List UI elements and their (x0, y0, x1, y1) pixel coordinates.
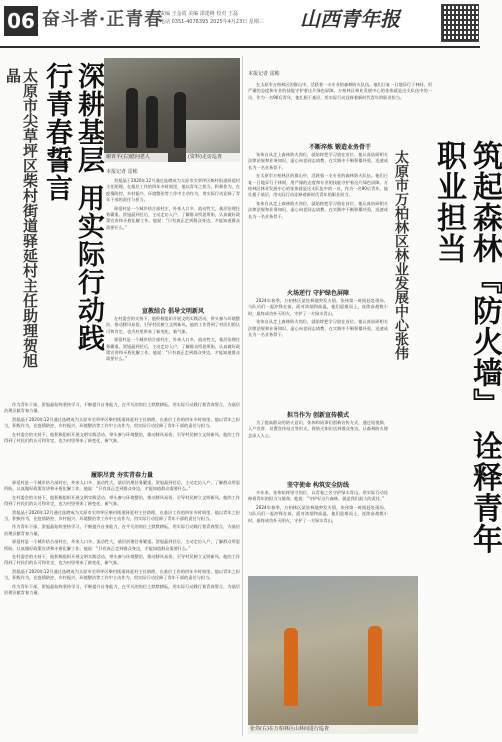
paragraph: 驿延村是一个城乡结合部村庄，外来人口多、流动性大，基层治理任务繁重。贺旭晶到任后，主动走访入户，了解群众所思所盼，认真做好政策宣讲和矛盾化解工作。他说：“只有真正走到群众身边，才能知道群众需要什么。” (106, 337, 241, 362)
right-subhead: 太原市万柏林区林业发展中心张伟 (393, 150, 409, 360)
newspaper-logo: 山西青年报 (300, 7, 400, 31)
left-headline: 深耕基层 用实际行动践行青春誓言 (41, 62, 104, 353)
paragraph: 作为青年干部，贺旭晶始终坚持学习，不断提升自身能力，在平凡的岗位上默默耕耘，用实际行动践行着青春誓言，为基层治理贡献青春力量。 (4, 402, 240, 414)
left-byline: 本报记者 雷彬 (106, 169, 138, 175)
right-body-a (248, 152, 388, 282)
paragraph: 作为青年干部，贺旭晶始终坚持学习，不断提升自身能力，在平凡的岗位上默默耕耘，用实际行动践行着青春誓言，为基层治理贡献青春力量。 (4, 583, 240, 596)
right-body-d (248, 490, 388, 572)
paragraph: 张伟自从走上森林防火岗位，就始终把学习放在首位。他认真钻研相关法律法规和业务知识，虚心向老同志请教，在实践中不断积累经验，迅速成长为一名业务骨干。 (248, 152, 388, 170)
left-body-c (4, 402, 240, 468)
right-subheading-3: 担当作为 创新宣传模式 (286, 412, 350, 419)
left-body-d (4, 480, 240, 736)
paragraph: 多年来，张伟始终坚守岗位，以青春之名守护绿水青山，用实际行动诠释着青年的担当与使命。他说：“守护好这片森林，就是我们最大的责任。” (248, 490, 388, 502)
right-headline: 筑起森林『防火墙』 诠释青年职业担当 (431, 140, 502, 555)
paragraph: 2024年春季，万柏林区某处林地突发火情，张伟第一时间赶赴现场，与队员们一起冲锋在前。面对浓烟和高温，他们迎难而上，连续奋战数小时，最终成功扑灭明火，守护了一方绿水青山。 (248, 298, 388, 316)
paragraph: 2024年春季，万柏林区某处林地突发火情，张伟第一时间赶赴现场，与队员们一起冲锋在前。面对浓烟和高温，他们迎难而上，连续奋战数小时，最终成功扑灭明火，守护了一方绿水青山。 (248, 504, 388, 523)
figure-person (126, 88, 138, 148)
figure-ranger (368, 626, 382, 706)
paragraph: 张伟自从走上森林防火岗位，就始终把学习放在首位。他认真钻研相关法律法规和业务知识，虚心向老同志请教，在实践中不断积累经验，迅速成长为一名业务骨干。 (248, 200, 388, 219)
editor-line: 责编 王金霞 美编 邵建峰 校对 王磊 (160, 11, 238, 17)
paragraph: 贺旭晶于2020年12月通过选聘成为太原市尖草坪区柴村街道驿延村主任助理。在基层工作的四年多时间里，他以青年之担当，积极作为，在疫情防控、乡村振兴、环境整治等工作中主动作为，用实际行动诠释了青年干部的责任与担当。 (4, 509, 240, 522)
paragraph: 驿延村是一个城乡结合部村庄，外来人口多、流动性大，基层治理任务繁重。贺旭晶到任后，主动走访入户，了解群众所思所盼，认真做好政策宣讲和矛盾化解工作。他说：“只有真正走到群众身边，才能知道群众需要什么。” (4, 539, 240, 551)
date-line: 电话 0351-4076395 2025年4月23日 星期三 (160, 19, 264, 25)
paragraph: 在村委会的支持下，他积极组织开展文明实践活动，带头参与环境整治，推动移风易俗，引导村民树立文明新风。他的工作得到了村民们的认可和肯定，也为村里带来了新变化、新气象。 (4, 554, 240, 566)
photo-caption: 张伟(右)在万柏林区山林间进行巡查 (248, 725, 418, 734)
section-title: 奋斗者·正青春 (42, 9, 164, 30)
masthead-meta (160, 10, 300, 26)
photo-caption: (资料)走访巡查 (186, 153, 240, 162)
left-subhead: 太原市尖草坪区柴村街道驿延村主任助理贺旭晶 (4, 68, 39, 368)
right-byline: 本报记者 雷彬 (248, 71, 280, 77)
paragraph: 在太原市万柏林区的群山中，活跃着一支专业的森林防火队伍。他们日复一日地穿行于林间，用严谨的态度和专业的技能守护着这片绿色屏障。万柏林区林业发展中心的张伟就是这支队伍中的一员，作为一名90后青年，他扎根于基层，用实际行动诠释着新时代青年的职业担当。 (248, 173, 388, 198)
left-subheading-1: 宣教结合 倡导文明新风 (141, 308, 205, 315)
paragraph: 张伟自从走上森林防火岗位，就始终把学习放在首位。他认真钻研相关法律法规和业务知识，虚心向老同志请教，在实践中不断积累经验，迅速成长为一名业务骨干。 (248, 319, 388, 338)
paragraph: 在太原市万柏林区的群山中，活跃着一支专业的森林防火队伍。他们日复一日地穿行于林间，用严谨的态度和专业的技能守护着这片绿色屏障。万柏林区林业发展中心的张伟就是这支队伍中的一员，作为一名90后青年，他扎根于基层，用实际行动诠释着新时代青年的职业担当。 (248, 82, 432, 100)
page-number: 06 (4, 6, 38, 36)
right-photo (248, 576, 418, 734)
left-photo-inset (186, 120, 240, 162)
right-intro (248, 82, 432, 142)
paragraph: 驿延村是一个城乡结合部村庄，外来人口多、流动性大，基层治理任务繁重。贺旭晶到任后，主动走访入户，了解群众所思所盼，认真做好政策宣讲和矛盾化解工作。他说：“只有真正走到群众身边，才能知道群众需要什么。” (106, 205, 241, 230)
right-subheading-1: 不断淬炼 锻造业务骨干 (308, 144, 372, 151)
masthead (0, 0, 480, 48)
paragraph: 在村委会的支持下，他积极组织开展文明实践活动，带头参与环境整治，推动移风易俗，引导村民树立文明新风。他的工作得到了村民们的认可和肯定，也为村里带来了新变化、新气象。 (4, 431, 240, 444)
paragraph: 为了提高群众的防火意识，张伟和同事们创新宣传方式，通过短视频、入户宣讲、设置宣传站点等形式，将防火知识送到群众身边，让森林防火理念深入人心。 (248, 420, 388, 438)
column-divider (242, 56, 243, 736)
qr-code-icon (441, 4, 479, 42)
figure-person (146, 96, 158, 148)
right-subheading-4: 坚守使命 构筑安全防线 (286, 482, 350, 489)
paragraph: 在村委会的支持下，他积极组织开展文明实践活动，带头参与环境整治，推动移风易俗，引导村民树立文明新风。他的工作得到了村民们的认可和肯定，也为村里带来了新变化、新气象。 (106, 316, 241, 334)
left-subheading-2: 履职尽责 夯实青春力量 (90, 472, 154, 479)
right-body-b (248, 298, 388, 406)
right-body-c (248, 420, 388, 476)
paragraph: 作为青年干部，贺旭晶始终坚持学习，不断提升自身能力，在平凡的岗位上默默耕耘，用实际行动践行着青春誓言，为基层治理贡献青春力量。 (4, 524, 240, 536)
figure-person (174, 92, 186, 148)
left-body-a (106, 178, 240, 306)
paragraph: 驿延村是一个城乡结合部村庄，外来人口多、流动性大，基层治理任务繁重。贺旭晶到任后，主动走访入户，了解群众所思所盼，认真做好政策宣讲和矛盾化解工作。他说：“只有真正走到群众身边，才能知道群众需要什么。” (4, 480, 240, 492)
paragraph: 贺旭晶于2020年12月通过选聘成为太原市尖草坪区柴村街道驿延村主任助理。在基层工作的四年多时间里，他以青年之担当，积极作为，在疫情防控、乡村振兴、环境整治等工作中主动作为，用实际行动诠释了青年干部的责任与担当。 (4, 416, 240, 429)
paragraph: 贺旭晶于2020年12月通过选聘成为太原市尖草坪区柴村街道驿延村主任助理。在基层工作的四年多时间里，他以青年之担当，积极作为，在疫情防控、乡村振兴、环境整治等工作中主动作为，用实际行动诠释了青年干部的责任与担当。 (4, 568, 240, 581)
paragraph: 贺旭晶于2020年12月通过选聘成为太原市尖草坪区柴村街道驿延村主任助理。在基层工作的四年多时间里，他以青年之担当，积极作为，在疫情防控、乡村振兴、环境整治等工作中主动作为，用实际行动诠释了青年干部的责任与担当。 (106, 178, 241, 203)
left-body-b (106, 316, 240, 402)
paragraph: 在村委会的支持下，他积极组织开展文明实践活动，带头参与环境整治，推动移风易俗，引导村民树立文明新风。他的工作得到了村民们的认可和肯定，也为村里带来了新变化、新气象。 (4, 494, 240, 507)
photo-caption: 谢青平(右)慰问老人 (104, 153, 168, 162)
figure-ranger (284, 628, 298, 706)
right-subheading-2: 火场逆行 守护绿色屏障 (286, 290, 350, 297)
